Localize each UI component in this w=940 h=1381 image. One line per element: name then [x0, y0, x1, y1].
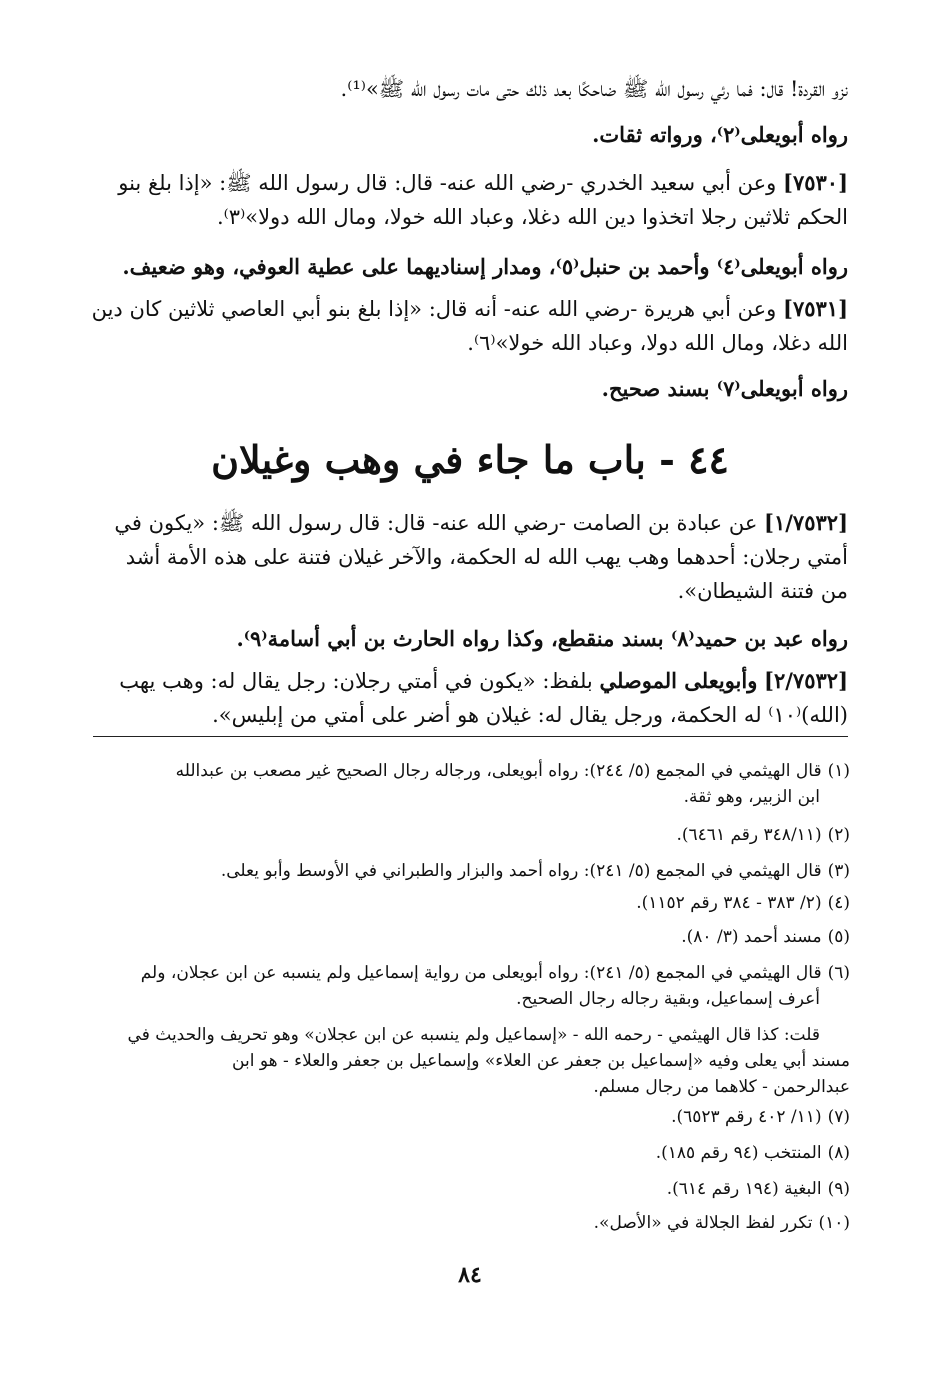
narration-note	[78, 372, 848, 406]
text-line: نزو القردة! قال: فما رئي رسول الله ﷺ ضاحكًا بعد ذلك حتى مات رسول الله ﷺ»⁽¹⁾.	[340, 77, 848, 101]
hadith-number: [٢/٧٥٣٢]	[764, 668, 848, 693]
footnote-9	[85, 1176, 850, 1202]
footnote-marker: (٣)	[827, 861, 850, 881]
text-line: رواه أبويعلى⁽٤⁾ وأحمد بن حنبل⁽٥⁾، ومدار إسناديهما على عطية العوفي، وهو ضعيف.	[122, 254, 848, 279]
footnote-marker: (٩)	[827, 1179, 850, 1199]
footnote-marker: (٦)	[827, 963, 850, 983]
footnote-text: (١١/ ٤٠٢ رقم ٦٥٢٣).	[671, 1107, 822, 1127]
footnote-7	[85, 1104, 850, 1130]
footnote-marker: (١)	[827, 761, 850, 781]
footnote-text: قال الهيثمي في المجمع (٥/ ٢٤١): رواه أحمد والبزار والطبراني في الأوسط وأبو يعلى.	[220, 861, 822, 881]
narrator-name: وأبويعلى الموصلي	[599, 668, 758, 693]
footnote-text: تكرر لفظ الجلالة في «الأصل».	[593, 1213, 813, 1233]
footnote-text: عبدالرحمن - كلاهما من رجال مسلم.	[593, 1077, 850, 1097]
narration-note	[78, 118, 848, 152]
hadith-number: [١/٧٥٣٢]	[764, 510, 848, 535]
footnote-marker: (٧)	[827, 1107, 850, 1127]
text-line: رواه أبويعلى⁽٢⁾، ورواته ثقات.	[592, 122, 848, 147]
text-line: بلفظ: «يكون في أمتي رجلان: رجل يقال له: وهب يهب	[119, 669, 593, 693]
footnote-marker: (١٠)	[818, 1213, 850, 1233]
footnote-3	[85, 858, 850, 884]
hadith-7532-1	[78, 506, 848, 608]
footnote-marker: (٤)	[827, 893, 850, 913]
footnote-divider	[93, 736, 848, 737]
footnote-6	[85, 960, 850, 1012]
footnote-text: قال الهيثمي في المجمع (٥/ ٢٤٤): رواه أبويعلى، ورجاله رجال الصحيح غير مصعب بن عبدالله	[175, 761, 822, 781]
hadith-number: [٧٥٣٠]	[783, 170, 848, 195]
footnote-1	[85, 758, 850, 810]
text-line: وعن أبي هريرة -رضي الله عنه- أنه قال: «إذا بلغ بنو أبي العاصي ثلاثين كان دين	[91, 297, 777, 321]
footnote-marker: (٥)	[827, 927, 850, 947]
footnote-text: مسند أبي يعلى وفيه «إسماعيل بن جعفر عن العلاء» وإسماعيل بن جعفر والعلاء - هو ابن	[232, 1051, 850, 1071]
footnote-text: أعرف إسماعيل، وبقية رجاله رجال الصحيح.	[516, 989, 820, 1009]
footnote-10	[85, 1210, 850, 1236]
footnote-text: ابن الزبير، وهو ثقة.	[683, 787, 820, 807]
footnote-text: (٣٤٨/١١ رقم ٦٤٦١).	[676, 825, 822, 845]
hadith-7531	[78, 292, 848, 360]
text-line: الحكم ثلاثين رجلا اتخذوا دين الله دغلا، وعباد الله خولا، ومال الله دولا»⁽٣⁾.	[216, 205, 848, 229]
narration-note	[78, 250, 848, 284]
footnote-8	[85, 1140, 850, 1166]
narration-note	[78, 622, 848, 656]
footnote-text: البغية (١٩٤ رقم ٦١٤).	[666, 1179, 822, 1199]
footnote-2	[85, 822, 850, 848]
footnote-text: المنتخب (٩٤ رقم ١٨٥).	[655, 1143, 822, 1163]
text-line: عن عبادة بن الصامت -رضي الله عنه- قال: قال رسول الله ﷺ: «يكون في	[114, 511, 758, 535]
footnote-6-comment	[85, 1022, 850, 1100]
footnote-text: مسند أحمد (٣/ ٨٠).	[681, 927, 822, 947]
footnote-5	[85, 924, 850, 950]
page-number: ٨٤	[458, 1262, 482, 1288]
text-line: وعن أبي سعيد الخدري -رضي الله عنه- قال: قال رسول الله ﷺ: «إذا بلغ بنو	[118, 171, 777, 195]
footnote-marker: (٢)	[827, 825, 850, 845]
footnote-text: (٢/ ٣٨٣ - ٣٨٤ رقم ١١٥٢).	[636, 893, 822, 913]
footnote-4	[85, 890, 850, 916]
text-line: أمتي رجلان: أحدهما وهب يهب الله له الحكمة، والآخر غيلان فتنة على هذه الأمة أشد	[125, 545, 848, 569]
text-line: (الله)⁽١٠⁾ له الحكمة، ورجل يقال له: غيلان هو أضر على أمتي من إبليس».	[212, 703, 848, 727]
footnote-text: قلت: كذا قال الهيثمي - رحمه الله - «إسماعيل ولم ينسبه عن ابن عجلان» وهو تحريف والحديث في	[127, 1025, 820, 1045]
footnote-marker: (٨)	[827, 1143, 850, 1163]
text-line: رواه أبويعلى⁽٧⁾ بسند صحيح.	[601, 376, 848, 401]
chapter-heading: ٤٤ - باب ما جاء في وهب وغيلان	[211, 437, 729, 482]
paragraph-continuation	[78, 72, 848, 106]
footnote-text: قال الهيثمي في المجمع (٥/ ٢٤١): رواه أبويعلى من رواية إسماعيل ولم ينسبه عن ابن عجلان، ولم	[140, 963, 822, 983]
hadith-7530	[78, 166, 848, 234]
hadith-7532-2	[78, 664, 848, 732]
text-line: رواه عبد بن حميد⁽٨⁾ بسند منقطع، وكذا رواه الحارث بن أبي أسامة⁽٩⁾.	[236, 626, 848, 651]
hadith-number: [٧٥٣١]	[783, 296, 848, 321]
text-line: الله دغلا، ومال الله دولا، وعباد الله خولا»⁽٦⁾.	[467, 331, 848, 355]
text-line: من فتنة الشيطان».	[677, 579, 848, 603]
